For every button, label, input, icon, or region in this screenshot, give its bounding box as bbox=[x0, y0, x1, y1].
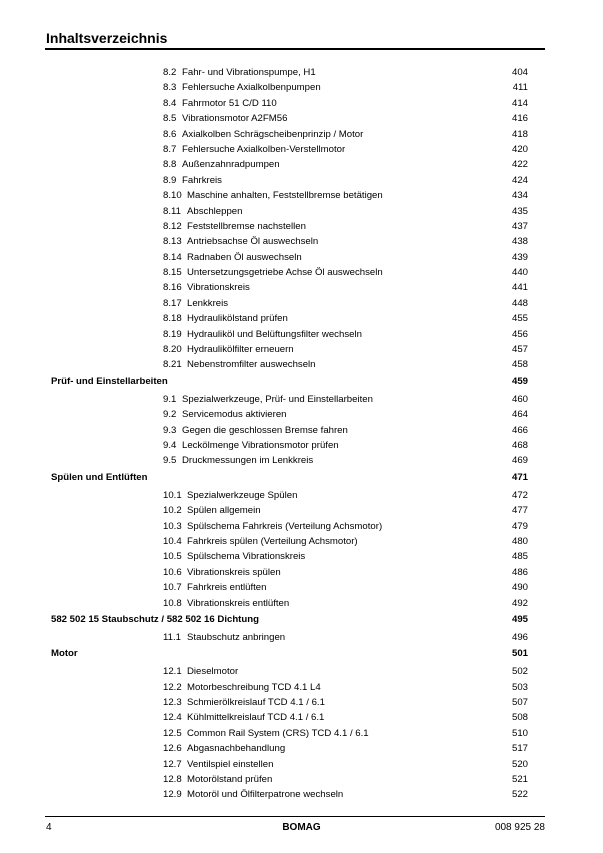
toc-entry-title: Hydraulikölstand prüfen bbox=[187, 313, 288, 325]
toc-entry[interactable] bbox=[0, 407, 603, 422]
table-of-contents bbox=[0, 65, 603, 803]
toc-section-title: 582 502 15 Staubschutz / 582 502 16 Dichtung bbox=[51, 613, 259, 625]
toc-page-number: 503 bbox=[511, 681, 528, 693]
toc-entry[interactable] bbox=[0, 311, 603, 326]
toc-page-number: 414 bbox=[511, 97, 528, 109]
toc-entry-number: 9.4 bbox=[163, 439, 177, 451]
toc-entry-number: 8.3 bbox=[163, 82, 177, 94]
toc-page-number: 469 bbox=[511, 455, 528, 467]
toc-entry-number: 9.2 bbox=[163, 409, 177, 421]
toc-page-number: 520 bbox=[511, 758, 528, 770]
toc-entry-number: 8.9 bbox=[163, 174, 177, 186]
toc-entry[interactable] bbox=[0, 534, 603, 549]
toc-entry-number: 10.1 bbox=[163, 489, 182, 501]
toc-entry[interactable] bbox=[0, 127, 603, 142]
toc-entry-number: 10.7 bbox=[163, 582, 182, 594]
toc-entry-title: Abgasnachbehandlung bbox=[187, 743, 286, 755]
toc-entry-title: Leckölmenge Vibrationsmotor prüfen bbox=[182, 439, 339, 451]
toc-page-number: 416 bbox=[511, 113, 528, 125]
toc-entry-title: Hydrauliköl und Belüftungsfilter wechseln bbox=[187, 328, 362, 340]
toc-page-number: 517 bbox=[511, 743, 528, 755]
toc-entry-title: Axialkolben Schrägscheibenprinzip / Motor bbox=[182, 128, 364, 140]
toc-entry-number: 8.13 bbox=[163, 236, 182, 248]
toc-entry-title: Staubschutz anbringen bbox=[187, 631, 286, 643]
toc-entry-number: 8.16 bbox=[163, 282, 182, 294]
toc-entry-title: Fahr- und Vibrationspumpe, H1 bbox=[182, 67, 316, 78]
footer-brand: BOMAG bbox=[282, 822, 321, 833]
toc-page-number: 422 bbox=[511, 159, 528, 171]
toc-entry[interactable] bbox=[0, 219, 603, 234]
toc-entry[interactable] bbox=[0, 96, 603, 111]
toc-entry-title: Ventilspiel einstellen bbox=[187, 758, 274, 770]
toc-entry[interactable] bbox=[0, 710, 603, 725]
toc-entry-number: 8.15 bbox=[163, 267, 182, 279]
toc-entry[interactable] bbox=[0, 630, 603, 645]
toc-section-title: Prüf- und Einstellarbeiten bbox=[51, 375, 168, 387]
toc-page-number: 495 bbox=[511, 613, 528, 625]
toc-page-number: 441 bbox=[511, 282, 528, 294]
toc-entry-title: Motorbeschreibung TCD 4.1 L4 bbox=[187, 681, 321, 693]
toc-page-number: 522 bbox=[511, 789, 528, 801]
toc-entry-number: 8.5 bbox=[163, 113, 177, 125]
toc-entry[interactable] bbox=[0, 772, 603, 787]
toc-page-number: 460 bbox=[511, 393, 528, 405]
toc-entry-title: Schmierölkreislauf TCD 4.1 / 6.1 bbox=[187, 697, 325, 709]
toc-entry[interactable] bbox=[0, 503, 603, 518]
toc-entry-title: Fahrkreis entlüften bbox=[187, 582, 267, 594]
toc-entry-number: 12.4 bbox=[163, 712, 182, 724]
toc-entry-title: Fahrkreis bbox=[182, 174, 222, 186]
toc-entry-number: 12.5 bbox=[163, 727, 182, 739]
toc-entry[interactable] bbox=[0, 438, 603, 453]
toc-page-number: 502 bbox=[511, 666, 528, 678]
toc-entry[interactable] bbox=[0, 173, 603, 188]
toc-page-number: 420 bbox=[511, 143, 528, 155]
toc-entry-number: 8.6 bbox=[163, 128, 177, 140]
toc-entry[interactable] bbox=[0, 327, 603, 342]
toc-entry-number: 8.4 bbox=[163, 97, 177, 109]
toc-entry[interactable] bbox=[0, 488, 603, 503]
toc-entry-title: Motorölstand prüfen bbox=[187, 774, 273, 786]
toc-page-number: 440 bbox=[511, 267, 528, 279]
toc-page-number: 486 bbox=[511, 566, 528, 578]
toc-page-number: 404 bbox=[511, 67, 528, 78]
toc-entry[interactable] bbox=[0, 188, 603, 203]
toc-entry-title: Vibrationsmotor A2FM56 bbox=[182, 113, 288, 125]
toc-entry-number: 10.3 bbox=[163, 520, 182, 532]
toc-entry-number: 8.19 bbox=[163, 328, 182, 340]
toc-entry-title: Vibrationskreis bbox=[187, 282, 250, 294]
toc-section-heading[interactable] bbox=[0, 645, 603, 662]
toc-entry-title: Außenzahnradpumpen bbox=[182, 159, 280, 171]
toc-page-number: 472 bbox=[511, 489, 528, 501]
toc-section-heading[interactable] bbox=[0, 469, 603, 486]
toc-entry-title: Fehlersuche Axialkolbenpumpen bbox=[182, 82, 321, 94]
toc-entry-number: 10.5 bbox=[163, 551, 182, 563]
toc-page-number: 507 bbox=[511, 697, 528, 709]
toc-entry-number: 12.1 bbox=[163, 666, 182, 678]
toc-page-number: 424 bbox=[511, 174, 528, 186]
toc-entry[interactable] bbox=[0, 596, 603, 611]
toc-entry[interactable] bbox=[0, 80, 603, 95]
toc-page-number: 458 bbox=[511, 359, 528, 371]
toc-section-title: Spülen und Entlüften bbox=[51, 471, 148, 483]
toc-page-number: 456 bbox=[511, 328, 528, 340]
toc-page-number: 479 bbox=[511, 520, 528, 532]
page-title: Inhaltsverzeichnis bbox=[46, 30, 168, 46]
toc-page-number: 490 bbox=[511, 582, 528, 594]
toc-entry-title: Gegen die geschlossen Bremse fahren bbox=[182, 424, 348, 436]
toc-section-heading[interactable] bbox=[0, 611, 603, 628]
toc-entry-title: Common Rail System (CRS) TCD 4.1 / 6.1 bbox=[187, 727, 369, 739]
toc-page-number: 477 bbox=[511, 505, 528, 517]
toc-entry-title: Abschleppen bbox=[187, 205, 243, 217]
toc-entry-number: 8.7 bbox=[163, 143, 177, 155]
toc-entry[interactable] bbox=[0, 664, 603, 679]
toc-entry-number: 12.3 bbox=[163, 697, 182, 709]
toc-entry-number: 8.14 bbox=[163, 251, 182, 263]
toc-page-number: 464 bbox=[511, 409, 528, 421]
toc-entry[interactable] bbox=[0, 580, 603, 595]
toc-entry-number: 10.8 bbox=[163, 597, 182, 609]
toc-entry-title: Spezialwerkzeuge Spülen bbox=[187, 489, 298, 501]
toc-entry-number: 8.18 bbox=[163, 313, 182, 325]
toc-entry[interactable] bbox=[0, 204, 603, 219]
toc-page-number: 510 bbox=[511, 727, 528, 739]
toc-entry-number: 9.5 bbox=[163, 455, 177, 467]
toc-entry-title: Druckmessungen im Lenkkreis bbox=[182, 455, 314, 467]
toc-entry[interactable] bbox=[0, 280, 603, 295]
toc-page-number: 496 bbox=[511, 631, 528, 643]
toc-entry-title: Vibrationskreis spülen bbox=[187, 566, 281, 578]
toc-entry-number: 10.4 bbox=[163, 535, 182, 547]
toc-page-number: 418 bbox=[511, 128, 528, 140]
toc-entry[interactable] bbox=[0, 357, 603, 372]
toc-page-number: 435 bbox=[511, 205, 528, 217]
toc-entry-number: 9.1 bbox=[163, 393, 177, 405]
toc-entry-title: Spezialwerkzeuge, Prüf- und Einstellarbeiten bbox=[182, 393, 373, 405]
toc-entry-title: Servicemodus aktivieren bbox=[182, 409, 287, 421]
toc-entry-title: Fahrkreis spülen (Verteilung Achsmotor) bbox=[187, 535, 358, 547]
toc-entry-number: 12.2 bbox=[163, 681, 182, 693]
footer-doc-number: 008 925 28 bbox=[494, 822, 545, 833]
toc-entry-title: Kühlmittelkreislauf TCD 4.1 / 6.1 bbox=[187, 712, 325, 724]
toc-page-number: 508 bbox=[511, 712, 528, 724]
toc-entry-number: 8.8 bbox=[163, 159, 177, 171]
toc-entry-title: Fehlersuche Axialkolben-Verstellmotor bbox=[182, 143, 346, 155]
toc-entry-number: 8.21 bbox=[163, 359, 182, 371]
toc-entry-title: Vibrationskreis entlüften bbox=[187, 597, 290, 609]
toc-entry[interactable] bbox=[0, 695, 603, 710]
toc-entry[interactable] bbox=[0, 65, 603, 80]
toc-entry-number: 12.9 bbox=[163, 789, 182, 801]
toc-page-number: 448 bbox=[511, 297, 528, 309]
toc-page-number: 459 bbox=[511, 375, 528, 387]
footer-page-number: 4 bbox=[46, 822, 52, 833]
toc-entry[interactable] bbox=[0, 453, 603, 468]
toc-entry[interactable] bbox=[0, 157, 603, 172]
toc-entry-number: 8.20 bbox=[163, 344, 182, 356]
toc-entry-number: 8.2 bbox=[163, 67, 177, 78]
toc-entry-title: Motoröl und Ölfilterpatrone wechseln bbox=[187, 789, 344, 801]
toc-page-number: 501 bbox=[511, 648, 528, 660]
header-divider bbox=[45, 48, 545, 50]
toc-page-number: 466 bbox=[511, 424, 528, 436]
toc-entry[interactable] bbox=[0, 423, 603, 438]
toc-entry[interactable] bbox=[0, 250, 603, 265]
toc-page-number: 468 bbox=[511, 439, 528, 451]
toc-page-number: 471 bbox=[511, 471, 528, 483]
toc-page-number: 485 bbox=[511, 551, 528, 563]
toc-entry-title: Untersetzungsgetriebe Achse Öl auswechseln bbox=[187, 267, 383, 279]
toc-entry[interactable] bbox=[0, 265, 603, 280]
toc-page-number: 480 bbox=[511, 535, 528, 547]
toc-page-number: 492 bbox=[511, 597, 528, 609]
toc-entry[interactable] bbox=[0, 519, 603, 534]
toc-entry-number: 10.6 bbox=[163, 566, 182, 578]
toc-entry-number: 12.7 bbox=[163, 758, 182, 770]
toc-entry-title: Radnaben Öl auswechseln bbox=[187, 251, 302, 263]
toc-entry-number: 10.2 bbox=[163, 505, 182, 517]
toc-entry[interactable] bbox=[0, 741, 603, 756]
toc-section-heading[interactable] bbox=[0, 373, 603, 390]
toc-entry-number: 11.1 bbox=[163, 631, 181, 643]
toc-entry[interactable] bbox=[0, 726, 603, 741]
toc-entry-number: 9.3 bbox=[163, 424, 177, 436]
toc-entry-title: Spülschema Fahrkreis (Verteilung Achsmotor) bbox=[187, 520, 383, 532]
toc-entry-title: Hydraulikölfilter erneuern bbox=[187, 344, 294, 356]
footer-divider bbox=[45, 816, 545, 817]
toc-entry-title: Dieselmotor bbox=[187, 666, 239, 678]
toc-page-number: 457 bbox=[511, 344, 528, 356]
toc-entry-title: Nebenstromfilter auswechseln bbox=[187, 359, 316, 371]
toc-entry-number: 12.6 bbox=[163, 743, 182, 755]
toc-section-title: Motor bbox=[51, 648, 78, 660]
toc-page-number: 434 bbox=[511, 190, 528, 202]
toc-entry[interactable] bbox=[0, 142, 603, 157]
toc-entry[interactable] bbox=[0, 342, 603, 357]
toc-entry[interactable] bbox=[0, 680, 603, 695]
toc-entry-title: Feststellbremse nachstellen bbox=[187, 220, 306, 232]
toc-page-number: 521 bbox=[511, 774, 528, 786]
toc-entry-title: Antriebsachse Öl auswechseln bbox=[187, 236, 319, 248]
toc-entry[interactable] bbox=[0, 392, 603, 407]
toc-entry[interactable] bbox=[0, 787, 603, 802]
toc-page-number: 437 bbox=[511, 220, 528, 232]
toc-entry-number: 8.17 bbox=[163, 297, 182, 309]
toc-page-number: 438 bbox=[511, 236, 528, 248]
toc-entry[interactable] bbox=[0, 111, 603, 126]
toc-entry-title: Lenkkreis bbox=[187, 297, 229, 309]
toc-entry-title: Spülen allgemein bbox=[187, 505, 261, 517]
toc-entry-title: Maschine anhalten, Feststellbremse betätigen bbox=[187, 190, 383, 202]
toc-entry-number: 8.10 bbox=[163, 190, 182, 202]
toc-entry-title: Spülschema Vibrationskreis bbox=[187, 551, 306, 563]
toc-entry[interactable] bbox=[0, 565, 603, 580]
toc-page-number: 439 bbox=[511, 251, 528, 263]
toc-entry-number: 8.11 bbox=[163, 205, 181, 217]
toc-entry-title: Fahrmotor 51 C/D 110 bbox=[182, 97, 277, 109]
toc-entry[interactable] bbox=[0, 234, 603, 249]
toc-entry[interactable] bbox=[0, 296, 603, 311]
toc-entry[interactable] bbox=[0, 549, 603, 564]
toc-entry[interactable] bbox=[0, 757, 603, 772]
toc-page-number: 455 bbox=[511, 313, 528, 325]
toc-page-number: 411 bbox=[512, 82, 528, 94]
toc-entry-number: 12.8 bbox=[163, 774, 182, 786]
toc-entry-number: 8.12 bbox=[163, 220, 182, 232]
